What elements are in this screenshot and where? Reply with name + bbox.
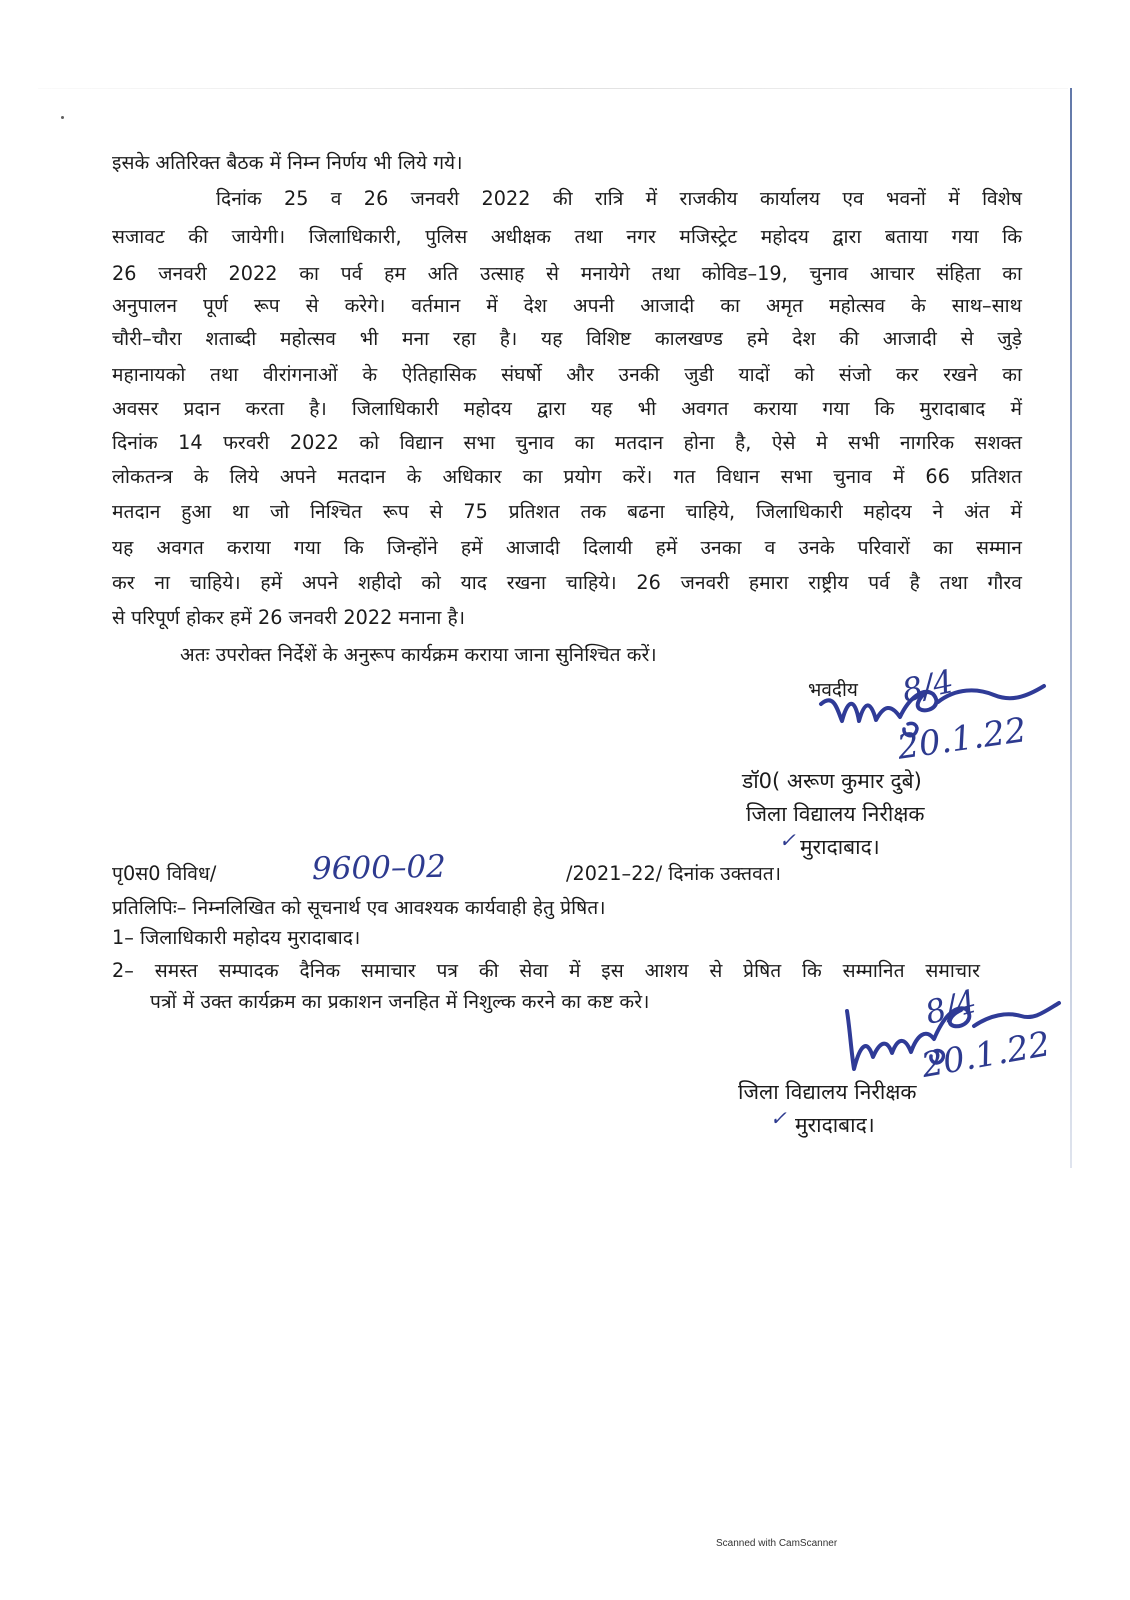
body-line-3: सजावट की जायेगी। जिलाधिकारी, पुलिस अधीक्षक तथा नगर मजिस्ट्रेट महोदय द्वारा बताया गया कि (112, 225, 1022, 248)
copy-item-1: 1– जिलाधिकारी महोदय मुरादाबाद। (112, 926, 361, 949)
right-scan-edge (1070, 88, 1072, 1168)
handwritten-number-1: 8/4 (898, 662, 957, 710)
body-line-5: अनुपालन पूर्ण रूप से करेगे। वर्तमान में देश अपनी आजादी का अमृत महोत्सव के साथ–साथ (112, 294, 1022, 317)
reference-suffix: /2021–22/ दिनांक उक्तवत। (566, 862, 782, 885)
body-line-1: इसके अतिरिक्त बैठक में निम्न निर्णय भी लिये गये। (112, 151, 463, 174)
scan-dot (61, 116, 64, 119)
body-line-2: दिनांक 25 व 26 जनवरी 2022 की रात्रि में राजकीय कार्यालय एव भवनों में विशेष (216, 187, 1022, 210)
officer-place: मुरादाबाद। (800, 835, 880, 859)
scan-footer: Scanned with CamScanner (716, 1538, 838, 1549)
body-line-12: यह अवगत कराया गया कि जिन्होंने हमें आजादी दिलायी हमें उनका व उनके परिवारों का सम्मान (112, 536, 1022, 559)
body-line-14: से परिपूर्ण होकर हमें 26 जनवरी 2022 मनाना है। (112, 606, 466, 629)
body-line-10: लोकतन्त्र के लिये अपने मतदान के अधिकार का प्रयोग करें। गत विधान सभा चुनाव में 66 प्रतिशत (112, 465, 1022, 488)
body-line-7: महानायको तथा वीरांगनाओं के ऐतिहासिक संघर्षो और उनकी जुडी यादों को संजो कर रखने का (112, 363, 1022, 386)
reference-prefix: पृ0स0 विविध/ (112, 862, 217, 885)
copy-signatory-designation: जिला विद्यालय निरीक्षक (738, 1080, 917, 1104)
small-initial-mark-1: ✓ (779, 828, 796, 852)
handwritten-number-2: 8/4 (920, 981, 981, 1033)
body-line-8: अवसर प्रदान करता है। जिलाधिकारी महोदय द्वारा यह भी अवगत कराया गया कि मुरादाबाद में (112, 397, 1022, 420)
closing-text: भवदीय (808, 679, 858, 701)
body-line-6: चौरी–चौरा शताब्दी महोत्सव भी मना रहा है। यह विशिष्ट कालखण्ड हमे देश की आजादी से जुड़े (112, 327, 1022, 350)
body-line-4: 26 जनवरी 2022 का पर्व हम अति उत्साह से मनायेगे तथा कोविड–19, चुनाव आचार संहिता का (112, 262, 1022, 285)
copy-item-2-line-2: पत्रों में उक्त कार्यक्रम का प्रकाशन जनहित में निशुल्क करने का कष्ट करे। (150, 990, 650, 1013)
copy-signatory-place: मुरादाबाद। (795, 1113, 875, 1137)
body-line-13: कर ना चाहिये। हमें अपने शहीदो को याद रखना चाहिये। 26 जनवरी हमारा राष्ट्रीय पर्व है तथा गौरव (112, 571, 1022, 594)
body-line-11: मतदान हुआ था जो निश्चित रूप से 75 प्रतिशत तक बढना चाहिये, जिलाधिकारी महोदय ने अंत में (112, 500, 1022, 523)
small-initial-mark-2: ✓ (770, 1106, 787, 1130)
officer-designation: जिला विद्यालय निरीक्षक (746, 802, 925, 826)
copy-heading: प्रतिलिपिः– निम्नलिखित को सूचनार्थ एव आवश्यक कार्यवाही हेतु प्रेषित। (112, 896, 606, 919)
handwritten-date-2: 20.1.22 (918, 1024, 1054, 1086)
body-line-15: अतः उपरोक्त निर्देशें के अनुरूप कार्यक्रम कराया जाना सुनिश्चित करें। (180, 643, 657, 666)
top-scan-line (38, 88, 1068, 89)
reference-handwritten-number: 9600–02 (311, 848, 447, 888)
copy-item-2-line-1: 2– समस्त सम्पादक दैनिक समाचार पत्र की सेवा में इस आशय से प्रेषित कि सम्मानित समाचार (112, 959, 980, 982)
body-line-9: दिनांक 14 फरवरी 2022 को विद्यान सभा चुनाव का मतदान होना है, ऐसे मे सभी नागरिक सशक्त (112, 431, 1022, 454)
officer-name: डॉ0( अरूण कुमार दुबे) (742, 769, 922, 793)
handwritten-date-1: 20.1.22 (894, 710, 1029, 768)
